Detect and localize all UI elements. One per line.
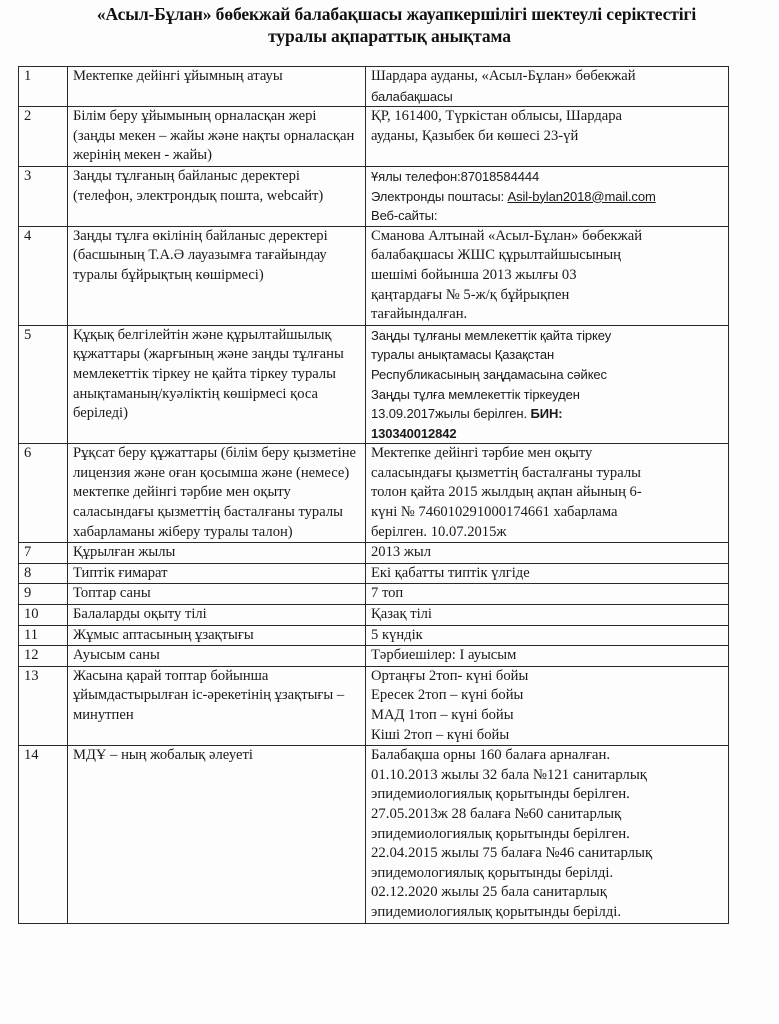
row-value: [366, 325, 729, 444]
table-row: [19, 107, 729, 167]
value-line: Балабақша орны 160 балаға арналған.: [371, 747, 611, 764]
row-label: Рұқсат беру құжаттары (білім беру қызметіне лицензия және оған қосымша және (немесе) мектепке дейінгі тәрбие мен оқыту саласындағы қызметтің басталғаны туралы хабарламаны жіберу туралы талон): [68, 444, 366, 543]
row-label: Құрылған жылы: [68, 543, 366, 564]
value-line: толон қайта 2015 жылдың ақпан айының 6-: [371, 484, 642, 501]
table-row: [19, 666, 729, 745]
value-line: эпидемиологиялық қорытынды берілді.: [371, 903, 622, 920]
registration-line: [371, 404, 724, 424]
value-line: ҚР, 161400, Түркістан облысы, Шардара: [371, 108, 623, 125]
row-label: Білім беру ұйымының орналасқан жері (заңды мекен – жайы және нақты орналасқан жерінің мекен - жайы): [68, 107, 366, 167]
row-value: [366, 67, 729, 107]
phone-line: [371, 167, 724, 187]
row-number: 7: [19, 543, 68, 564]
value-line: Ортаңғы 2топ- күні бойы: [371, 667, 529, 684]
value-line: ауданы, Қазыбек би көшесі 23-үй: [371, 127, 579, 144]
row-number: 1: [19, 67, 68, 107]
row-label: Балаларды оқыту тілі: [68, 605, 366, 626]
value-line: МАД 1топ – күні бойы: [371, 707, 514, 723]
document-title: [0, 3, 779, 47]
table-row: [19, 543, 729, 564]
value-line: 22.04.2015 жылы 75 балаға №46 санитарлық: [371, 845, 653, 862]
row-label: Заңды тұлға өкілінің байланыс деректері (басшының Т.А.Ә лауазымға тағайындау туралы бұйрықтың көшірмесі): [68, 226, 366, 325]
row-number: 10: [19, 605, 68, 626]
row-value: [366, 166, 729, 226]
info-table: [18, 66, 729, 924]
value-line: эпидемиологиялық қорытынды берілген.: [371, 786, 630, 803]
value-line: Республикасының заңдамасына сәйкес: [371, 366, 607, 382]
value-line: күні № 746010291000174661 хабарлама: [371, 504, 618, 521]
row-value: 7 топ: [366, 584, 729, 605]
value-line: эпидемологиялық қорытынды берілді.: [371, 864, 614, 881]
value-line: балабақшасы: [371, 88, 453, 104]
email-label: Электронды поштасы:: [371, 188, 508, 204]
value-line: қаңтардағы № 5-ж/қ бұйрықпен: [371, 286, 570, 303]
row-label: Топтар саны: [68, 584, 366, 605]
phone-label: Ұялы телефон:: [371, 168, 461, 184]
row-value: Тәрбиешілер: І ауысым: [366, 646, 729, 667]
value-line: балабақшасы ЖШС құрылтайшысының: [371, 247, 621, 264]
table-row: [19, 746, 729, 923]
email-link[interactable]: Asil-bylan2018@mail.com: [507, 188, 656, 204]
table-row: [19, 605, 729, 626]
registration-date: 13.09.2017жылы берілген.: [371, 406, 531, 422]
row-label: Жасына қарай топтар бойынша ұйымдастырылған іс-әрекетінің ұзақтығы – минутпен: [68, 666, 366, 745]
row-label: Заңды тұлғаның байланыс деректері (телефон, электрондық пошта, webсайт): [68, 166, 366, 226]
value-line: Кіші 2топ – күні бойы: [371, 726, 510, 743]
table-row: [19, 444, 729, 543]
row-number: 12: [19, 646, 68, 667]
table-row: [19, 625, 729, 646]
value-line: Ересек 2топ – күні бойы: [371, 687, 524, 704]
row-value: [366, 444, 729, 543]
row-value: Екі қабатты типтік үлгіде: [366, 563, 729, 584]
row-number: 5: [19, 325, 68, 444]
row-label: Мектепке дейінгі ұйымның атауы: [68, 67, 366, 107]
row-value: [366, 666, 729, 745]
value-line: туралы анықтамасы Қазақстан: [371, 347, 555, 363]
title-line-2: туралы ақпараттық анықтама: [268, 26, 511, 46]
value-line: Заңды тұлға мемлекеттік тіркеуден: [371, 386, 580, 402]
row-number: 13: [19, 666, 68, 745]
row-value: 2013 жыл: [366, 543, 729, 564]
value-line: саласындағы қызметтің басталғаны туралы: [371, 464, 641, 481]
row-number: 11: [19, 625, 68, 646]
row-value: [366, 226, 729, 325]
row-number: 14: [19, 746, 68, 923]
table-row: [19, 584, 729, 605]
table-row: [19, 646, 729, 667]
row-number: 2: [19, 107, 68, 167]
value-line: берілген. 10.07.2015ж: [371, 523, 507, 540]
value-line: Шардара ауданы, «Асыл-Бұлан» бөбекжай: [371, 68, 636, 84]
website-label: Веб-сайты:: [371, 208, 438, 224]
table-row: [19, 563, 729, 584]
value-line: эпидемиологиялық қорытынды берілген.: [371, 825, 630, 842]
email-line: [371, 187, 724, 207]
row-number: 8: [19, 563, 68, 584]
phone-number: 87018584444: [460, 168, 540, 184]
value-line: тағайындалған.: [371, 306, 468, 323]
row-label: МДҰ – ның жобалық әлеуеті: [68, 746, 366, 923]
value-line: 01.10.2013 жылы 32 бала №121 санитарлық: [371, 766, 647, 783]
row-label: Құқық белгілейтін және құрылтайшылық құжаттары (жарғының және заңды тұлғаны мемлекеттік тіркеу не қайта тіркеу туралы анықтаманың/куәліктің көшірмесі қоса беріледі): [68, 325, 366, 444]
row-number: 3: [19, 166, 68, 226]
table-row: [19, 325, 729, 444]
title-line-1: «Асыл-Бұлан» бөбекжай балабақшасы жауапкершілігі шектеулі серіктестігі: [96, 4, 697, 24]
row-number: 6: [19, 444, 68, 543]
row-value: 5 күндік: [366, 625, 729, 646]
row-value: [366, 746, 729, 923]
value-line: 27.05.2013ж 28 балаға №60 санитарлық: [371, 805, 622, 822]
row-label: Ауысым саны: [68, 646, 366, 667]
table-row: [19, 166, 729, 226]
table-row: [19, 226, 729, 325]
value-line: Мектепке дейінгі тәрбие мен оқыту: [371, 445, 593, 462]
bin-number: 130340012842: [371, 425, 457, 441]
row-label: Жұмыс аптасының ұзақтығы: [68, 625, 366, 646]
row-value: Қазақ тілі: [366, 605, 729, 626]
value-line: 02.12.2020 жылы 25 бала санитарлық: [371, 884, 607, 901]
table-row: [19, 67, 729, 107]
value-line: Заңды тұлғаны мемлекеттік қайта тіркеу: [371, 327, 612, 343]
row-value: [366, 107, 729, 167]
value-line: Сманова Алтынай «Асыл-Бұлан» бөбекжай: [371, 227, 643, 244]
row-number: 9: [19, 584, 68, 605]
row-number: 4: [19, 226, 68, 325]
value-line: шешімі бойынша 2013 жылғы 03: [371, 266, 577, 283]
bin-label: БИН:: [530, 406, 563, 422]
row-label: Типтік ғимарат: [68, 563, 366, 584]
